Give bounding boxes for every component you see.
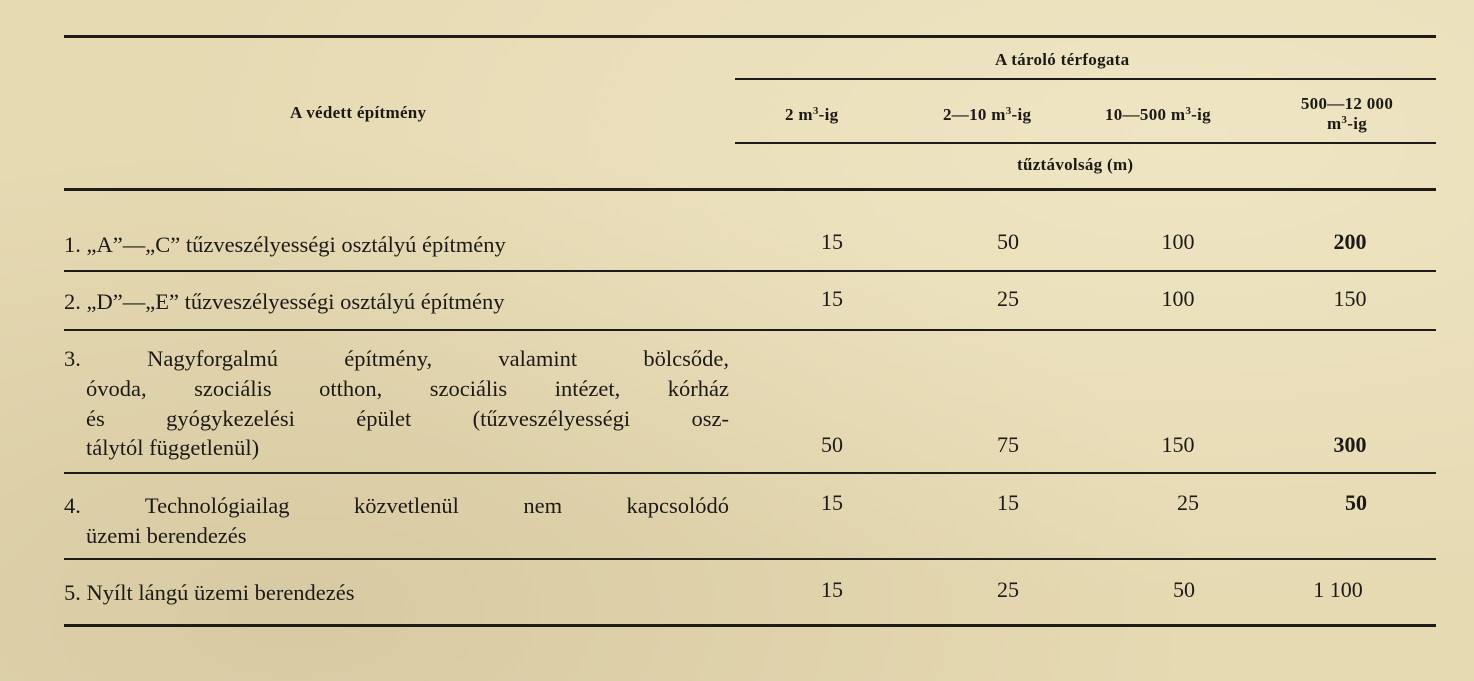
row-4-value-4: 50	[1345, 490, 1367, 515]
top-rule	[64, 35, 1436, 38]
row-3-label-line-3: és gyógykezelési épület (tűzveszélyességi osz-	[86, 406, 729, 431]
header-col-4-line-2: $m^3-ig$	[1326, 114, 1368, 133]
row-1-value-1: 15	[821, 229, 843, 254]
row-2-value-4: 150	[1333, 286, 1367, 311]
row-4-label-line-1: 4. Technológiailag közvetlenül nem kapcsolódó	[64, 493, 729, 518]
row-4-rule	[64, 558, 1436, 560]
row-3-rule	[64, 472, 1436, 474]
row-3-label-line-4: tálytól függetlenül)	[86, 435, 260, 460]
row-3-value-1: 50	[821, 432, 843, 457]
row-1-label: 1. „A”—„C” tűzveszélyességi osztályú építmény	[64, 232, 506, 257]
row-5-value-2: 25	[997, 577, 1019, 602]
row-4-value-1: 15	[821, 490, 843, 515]
header-col-2: 2—10 $m^3-ig$	[943, 105, 1032, 124]
row-1-value-2: 50	[997, 229, 1019, 254]
row-2-value-1: 15	[821, 286, 843, 311]
header-tank-volume: A tároló térfogata	[995, 50, 1130, 69]
row-2-rule	[64, 329, 1436, 331]
header-fire-distance: tűztávolság (m)	[1017, 155, 1134, 174]
row-5-value-3: 50	[1173, 577, 1195, 602]
bottom-rule	[64, 624, 1436, 627]
volume-rule	[735, 78, 1436, 80]
row-2-value-3: 100	[1161, 286, 1195, 311]
row-4-value-2: 15	[997, 490, 1019, 515]
row-3-value-4: 300	[1333, 432, 1367, 457]
row-3-value-2: 75	[997, 432, 1019, 457]
row-4-label-line-2: üzemi berendezés	[86, 523, 247, 548]
row-3-label-line-2: óvoda, szociális otthon, szociális intézet, kórház	[86, 376, 729, 401]
row-1-value-4: 200	[1333, 229, 1367, 254]
row-5-label: 5. Nyílt lángú üzemi berendezés	[64, 580, 355, 605]
row-2-value-2: 25	[997, 286, 1019, 311]
header-col-4-line-1: 500—12 000	[1300, 94, 1394, 113]
header-col-1: 2 $m^3-ig$	[785, 105, 839, 124]
header-col-3: 10—500 $m^3-ig$	[1105, 105, 1211, 124]
units-rule	[735, 142, 1436, 144]
row-1-rule	[64, 270, 1436, 272]
row-1-value-3: 100	[1161, 229, 1195, 254]
header-protected-building: A védett építmény	[290, 103, 427, 122]
row-5-value-1: 15	[821, 577, 843, 602]
row-5-value-4: 1 100	[1313, 577, 1363, 602]
row-4-value-3: 25	[1177, 490, 1199, 515]
row-3-value-3: 150	[1161, 432, 1195, 457]
header-col-4	[1284, 94, 1410, 134]
header-bottom-rule	[64, 188, 1436, 191]
row-2-label: 2. „D”—„E” tűzveszélyességi osztályú építmény	[64, 289, 505, 314]
row-3-label-line-1: 3. Nagyforgalmú építmény, valamint bölcsőde,	[64, 346, 729, 371]
